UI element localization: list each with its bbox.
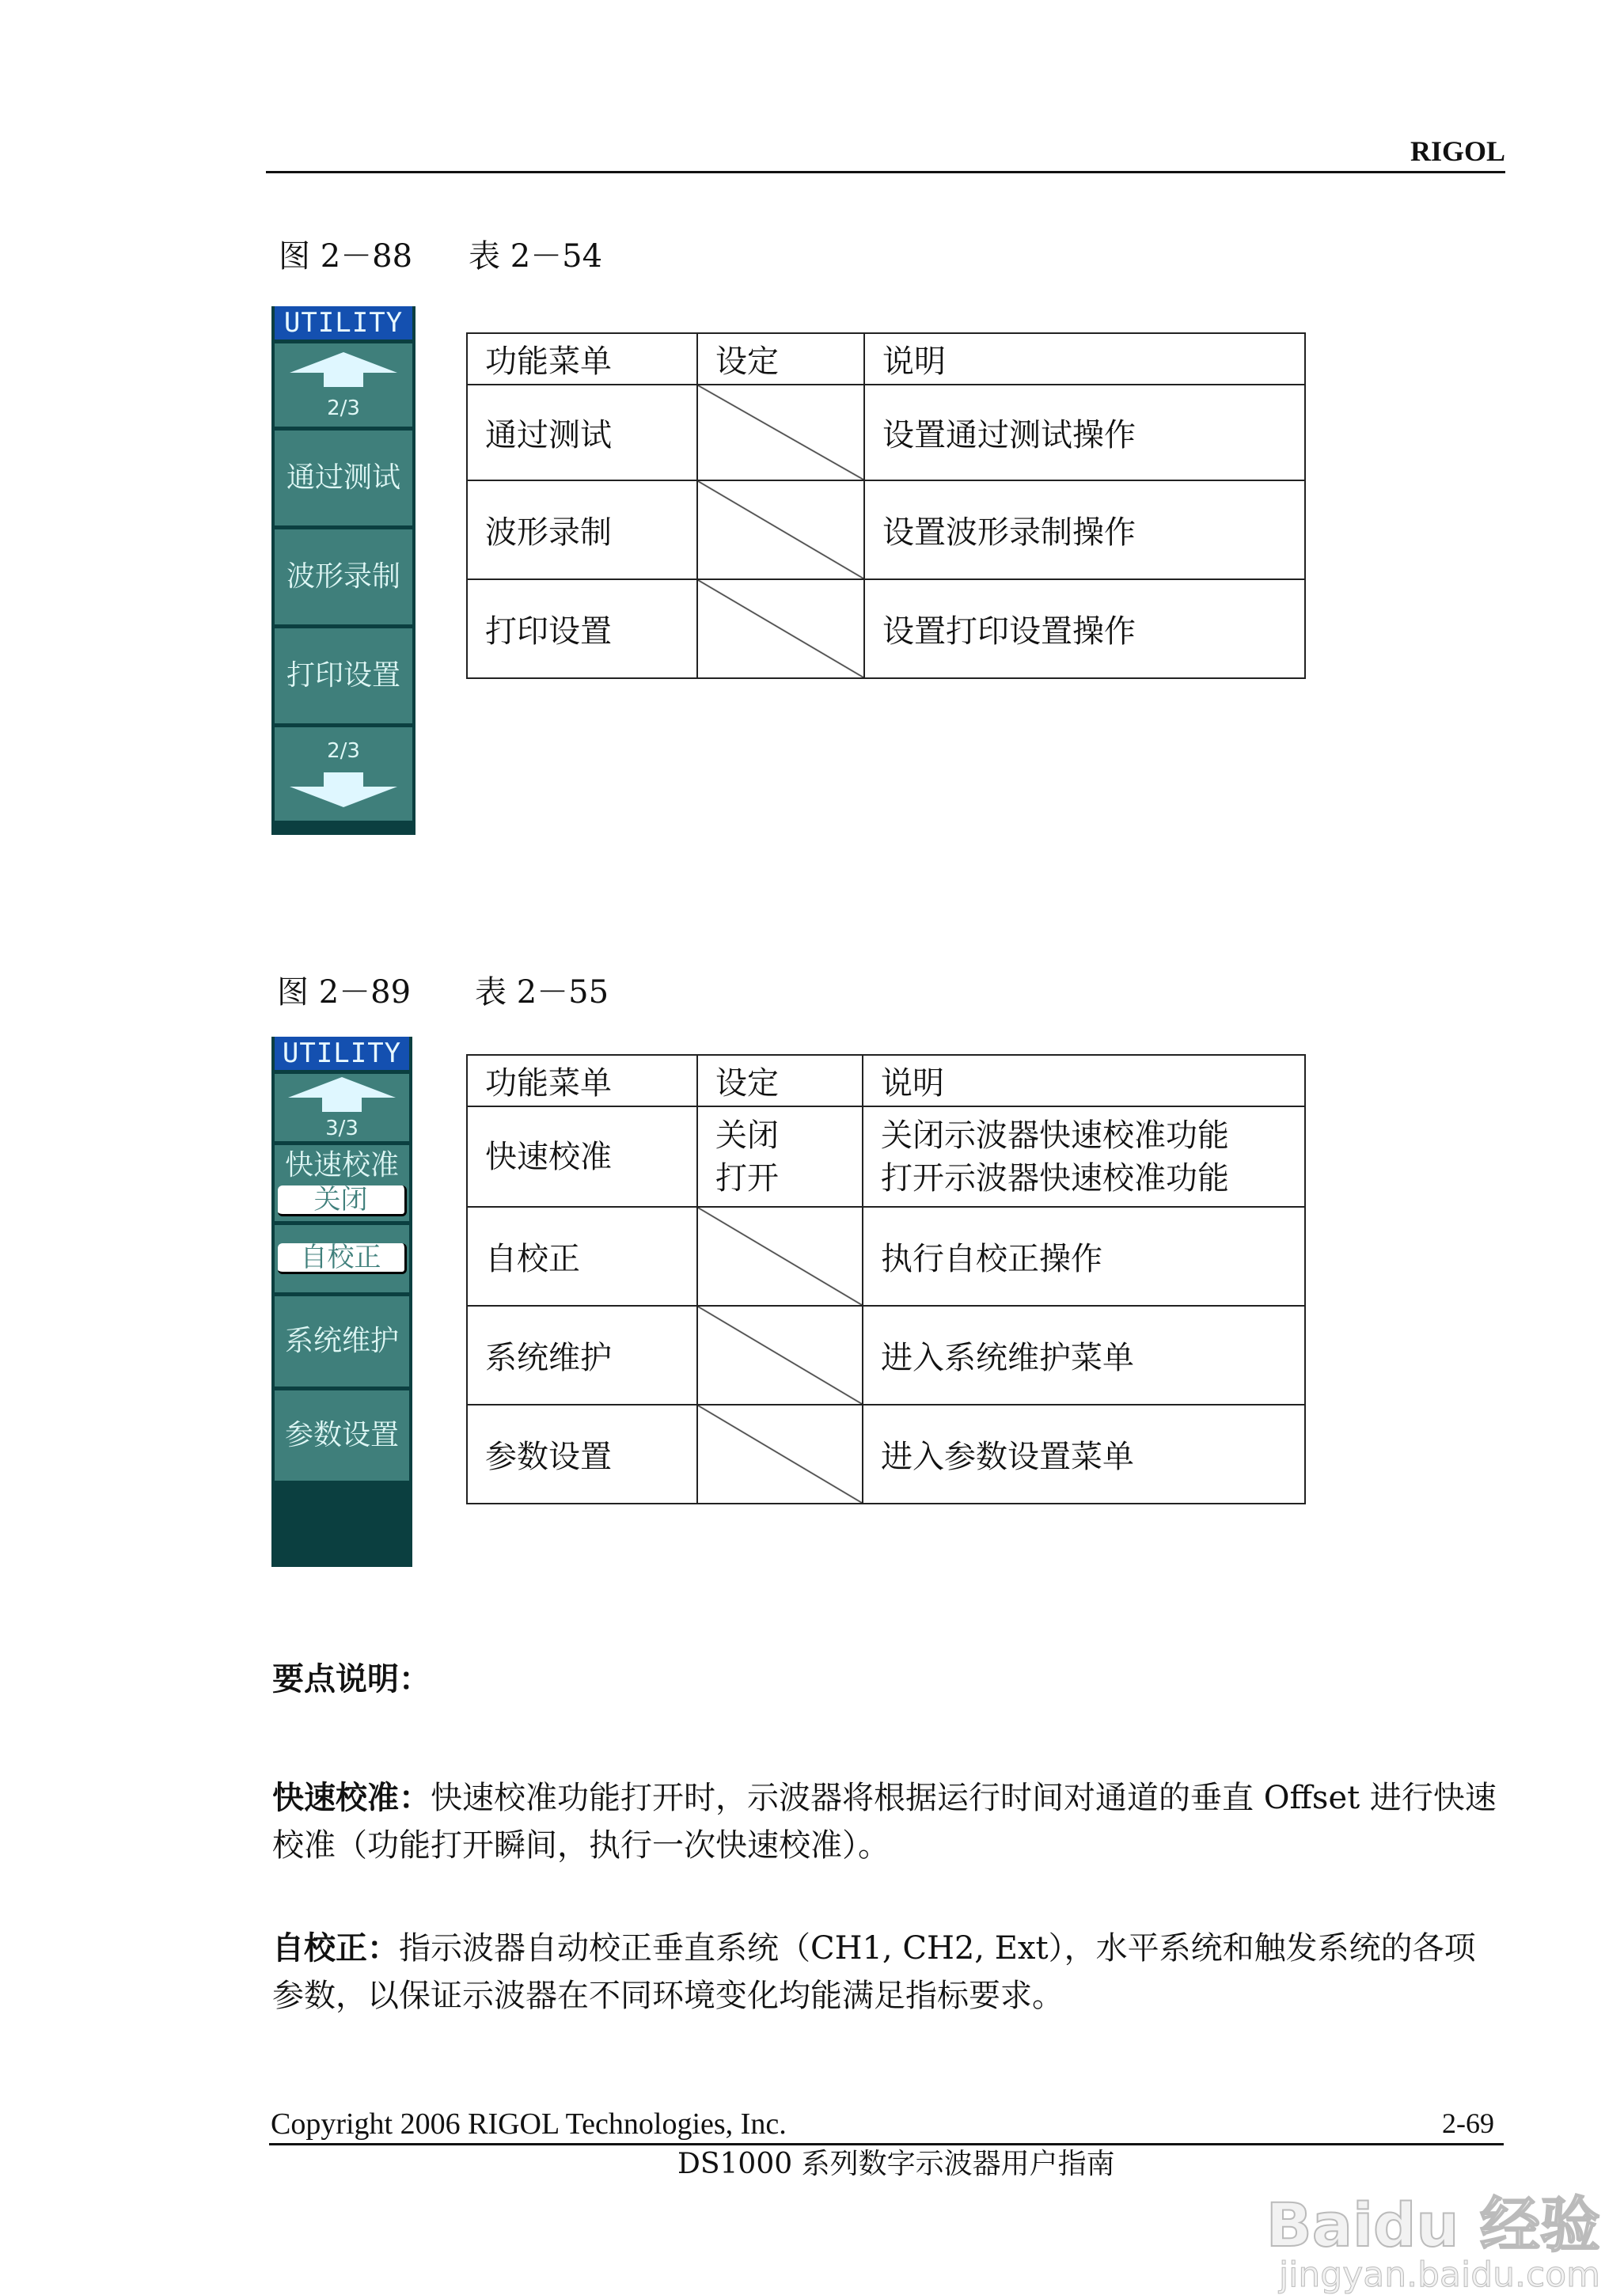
menu-label: 系统维护 [284,1325,399,1358]
page-number: 2-69 [1442,2107,1494,2139]
cell-desc: 执行自校正操作 [863,1207,1305,1306]
utility-menu-panel [271,306,415,835]
watermark-url: jingyan.baidu.com [1278,2254,1600,2295]
footer-rule [269,2143,1504,2145]
header-cell: 功能菜单 [467,1055,697,1106]
notes-title: 要点说明： [272,1660,431,1698]
cell-desc: 进入系统维护菜单 [863,1306,1305,1405]
menu-table-2 [466,1054,1306,1504]
arrow-down-icon [290,787,397,807]
cell-setting-empty [697,579,864,678]
cell-menu: 通过测试 [467,385,697,480]
menu-button-quick-calibration[interactable] [275,1145,409,1221]
setting-option: 打开 [715,1159,779,1197]
utility-menu-panel [271,1037,412,1567]
menu-label: 打印设置 [286,659,400,692]
setting-option: 关闭 [715,1117,779,1154]
menu-label: 通过测试 [286,461,400,495]
header-cell: 设定 [697,1055,863,1106]
figure-caption: 图 2－89 [277,974,412,1011]
menu-button-self-calibration[interactable] [275,1225,409,1292]
desc-line: 打开示波器快速校准功能 [881,1159,1229,1197]
cell-menu: 自校正 [467,1207,697,1306]
brand-logo: RIGOL [1410,135,1505,167]
table-header-row [467,333,1305,385]
panel-title: UTILITY [275,1037,409,1070]
table-row [467,1405,1305,1504]
header-cell: 功能菜单 [467,333,697,385]
table-row [467,1106,1305,1207]
cell-setting-empty [697,1207,863,1306]
cell-desc: 设置波形录制操作 [864,480,1305,579]
cell-setting-empty [697,1405,863,1504]
table-row [467,385,1305,480]
option-value: 关闭 [278,1185,407,1216]
menu-label: 快速校准 [284,1148,399,1182]
menu-button-parameter-settings[interactable] [275,1390,409,1481]
cell-setting [697,1106,863,1207]
cell-menu: 参数设置 [467,1405,697,1504]
arrow-up-icon [290,352,397,373]
note-paragraph-quick-cal [272,1774,1507,1869]
cell-desc: 设置打印设置操作 [864,579,1305,678]
page-indicator: 2/3 [327,739,360,763]
cell-setting-empty [697,1306,863,1405]
note-term: 快速校准： [272,1779,431,1816]
cell-menu: 系统维护 [467,1306,697,1405]
page-indicator: 2/3 [327,396,360,420]
page-up-button[interactable] [275,1074,409,1141]
table-caption: 表 2－54 [469,238,603,275]
menu-button-system-maintenance[interactable] [275,1296,409,1386]
note-term: 自校正： [272,1929,399,1967]
table-caption: 表 2－55 [475,974,609,1011]
menu-button-waveform-record[interactable] [275,529,412,624]
menu-label: 波形录制 [286,560,400,594]
header-cell: 设定 [697,333,864,385]
cell-menu: 快速校准 [467,1106,697,1207]
cell-setting-empty [697,385,864,480]
note-text: 快速校准功能打开时，示波器将根据运行时间对通道的垂直 Offset 进行快速校准（功能打开瞬间，执行一次快速校准）。 [272,1780,1497,1864]
cell-desc: 设置通过测试操作 [864,385,1305,480]
desc-line: 关闭示波器快速校准功能 [881,1117,1229,1154]
note-paragraph-self-cal [272,1925,1507,2020]
baidu-watermark [1265,2190,1600,2295]
doc-title: DS1000 系列数字示波器用户指南 [677,2148,1115,2180]
table-header-row [467,1055,1305,1106]
menu-button-pass-test[interactable] [275,431,412,525]
header-cell: 说明 [864,333,1305,385]
table-row [467,1207,1305,1306]
arrow-up-icon [288,1077,396,1098]
menu-table-1 [466,332,1306,679]
header-rule [266,171,1505,173]
header-cell: 说明 [863,1055,1305,1106]
cell-menu: 波形录制 [467,480,697,579]
copyright: Copyright 2006 RIGOL Technologies, Inc. [271,2107,787,2141]
note-text: 指示波器自动校正垂直系统（CH1, CH2, Ext），水平系统和触发系统的各项参数，以保证示波器在不同环境变化均能满足指标要求。 [272,1930,1476,2014]
panel-title: UTILITY [275,306,412,340]
table-row [467,480,1305,579]
figure-caption: 图 2－88 [279,238,413,275]
cell-setting-empty [697,480,864,579]
menu-button-print-setup[interactable] [275,628,412,723]
watermark-logo: Baidu 经验 [1265,2190,1600,2261]
cell-menu: 打印设置 [467,579,697,678]
table-row [467,1306,1305,1405]
page-up-button[interactable] [275,343,412,427]
option-value: 自校正 [278,1243,407,1274]
cell-desc [863,1106,1305,1207]
page-down-button[interactable] [275,727,412,821]
table-row [467,579,1305,678]
menu-label: 参数设置 [284,1419,399,1452]
cell-desc: 进入参数设置菜单 [863,1405,1305,1504]
page-indicator: 3/3 [325,1116,359,1140]
